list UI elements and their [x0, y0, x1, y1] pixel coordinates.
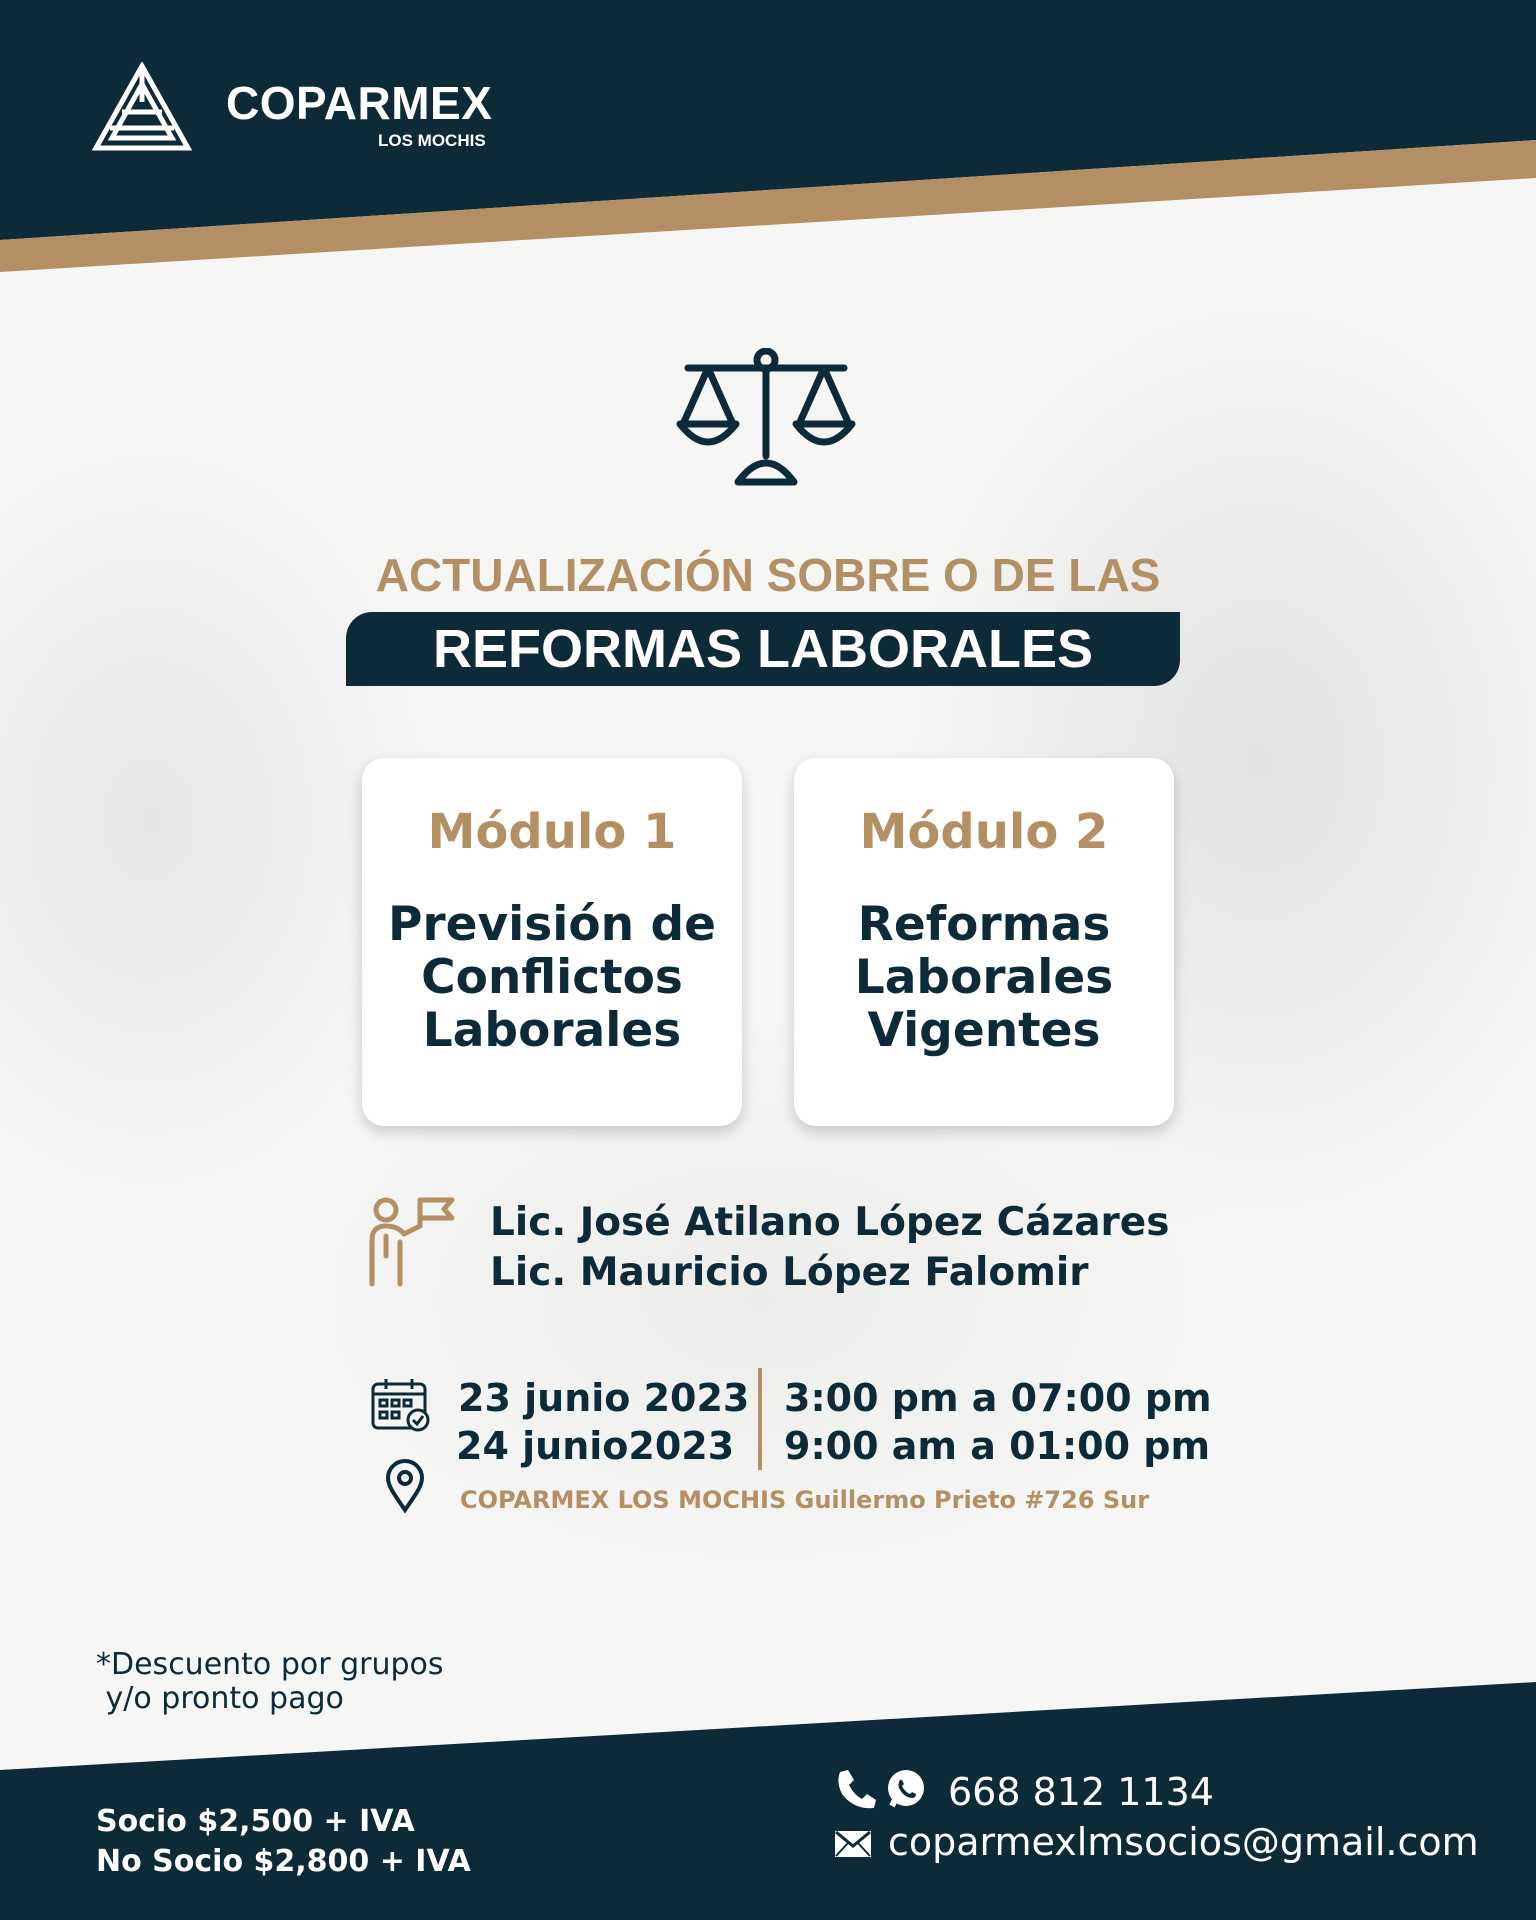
- event-date: 24 junio2023: [456, 1424, 735, 1468]
- module-topic-line: Reformas: [857, 897, 1111, 952]
- event-time: 3:00 pm a 07:00 pm: [784, 1376, 1212, 1420]
- module-topic-line: Laborales: [854, 950, 1114, 1005]
- footer-band: [0, 1660, 1536, 1920]
- event-title-top: ACTUALIZACIÓN SOBRE O DE LAS: [375, 549, 1161, 601]
- speaker-icon: [364, 1196, 460, 1288]
- contact-phone[interactable]: 668 812 1134: [948, 1770, 1214, 1814]
- module-topic: [794, 898, 1174, 1057]
- module-card-2: [794, 758, 1174, 1126]
- calendar-icon: [370, 1376, 434, 1432]
- speaker-name: Lic. José Atilano López Cázares: [490, 1200, 1170, 1245]
- phone-whatsapp-icons: [834, 1768, 930, 1812]
- divider: [758, 1368, 762, 1470]
- module-label: Módulo 2: [859, 804, 1109, 860]
- location-pin-icon: [384, 1458, 426, 1514]
- event-date: 23 junio 2023: [458, 1376, 750, 1420]
- module-topic: [362, 898, 742, 1057]
- module-label: Módulo 1: [427, 804, 677, 860]
- brand-name: COPARMEX: [226, 77, 493, 129]
- mail-icon: [834, 1830, 872, 1858]
- speaker-name: Lic. Mauricio López Falomir: [490, 1250, 1089, 1295]
- module-topic-line: Conflictos: [421, 950, 683, 1005]
- module-topic-line: Vigentes: [867, 1003, 1101, 1058]
- module-card-1: [362, 758, 742, 1126]
- discount-note: *Descuento por grupos y/o pronto pago: [96, 1647, 444, 1716]
- phone-icon: [838, 1770, 876, 1808]
- brand-subtitle: LOS MOCHIS: [378, 131, 486, 150]
- venue-address: COPARMEX LOS MOCHIS Guillermo Prieto #726 Sur: [460, 1486, 1150, 1514]
- price-non-member: No Socio $2,800 + IVA: [96, 1844, 471, 1879]
- event-title-main: REFORMAS LABORALES: [433, 619, 1093, 679]
- whatsapp-icon: [888, 1770, 924, 1806]
- contact-email[interactable]: coparmexlmsocios@gmail.com: [888, 1820, 1479, 1864]
- module-topic-line: Laborales: [422, 1003, 682, 1058]
- price-member: Socio $2,500 + IVA: [96, 1804, 415, 1839]
- event-time: 9:00 am a 01:00 pm: [784, 1424, 1211, 1468]
- module-topic-line: Previsión de: [388, 897, 716, 952]
- coparmex-logo: [92, 62, 192, 154]
- scales-icon: [674, 348, 858, 488]
- header-band: [0, 0, 1536, 280]
